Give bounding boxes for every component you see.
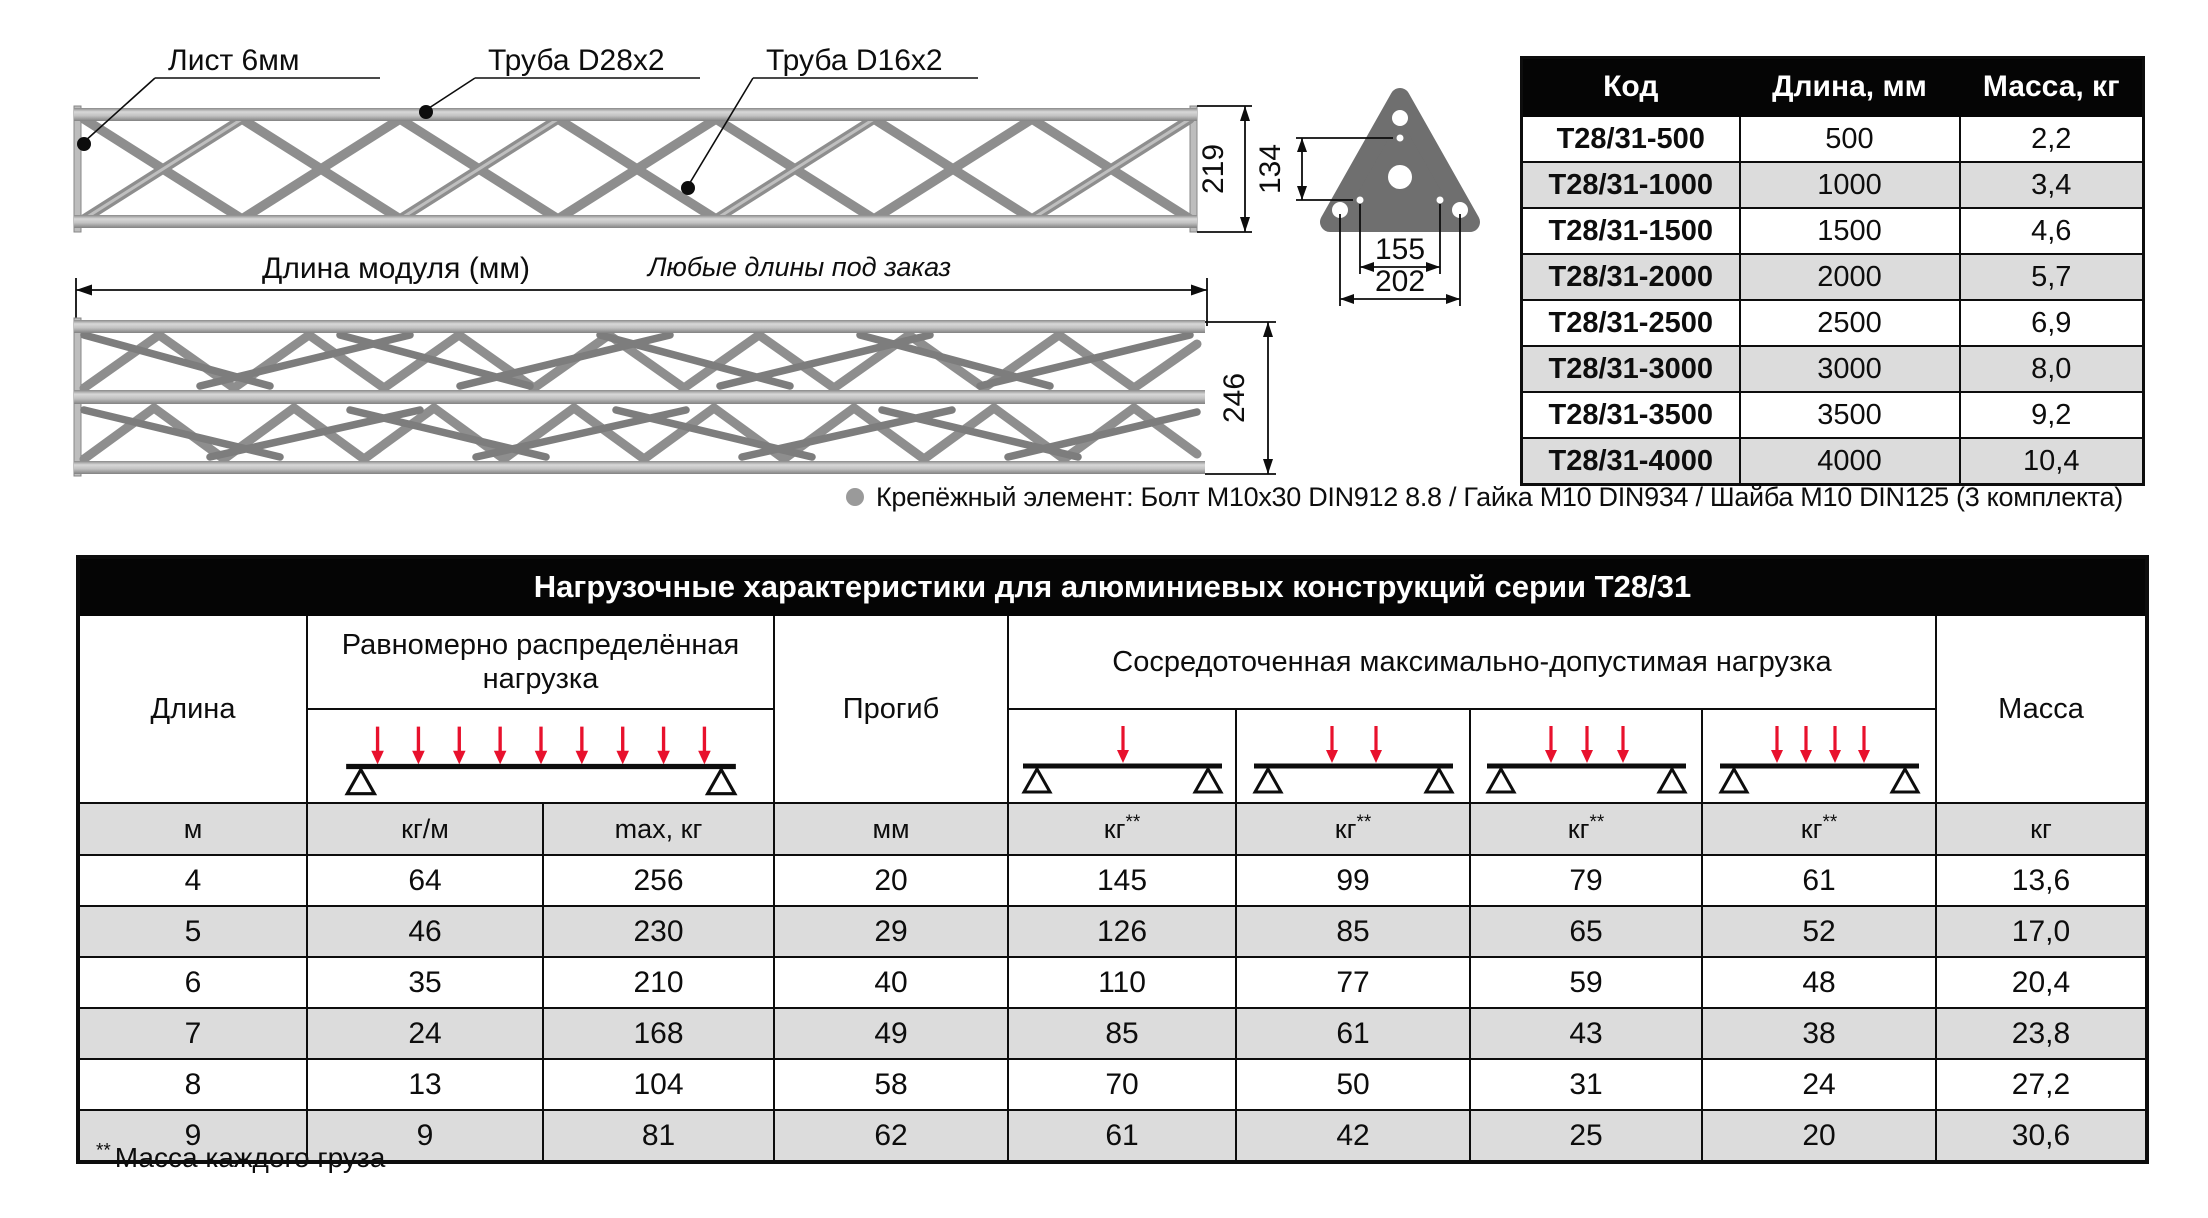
length-cell: 6 (78, 957, 307, 1008)
unit-cell: м (78, 803, 307, 855)
load-characteristics-table (76, 555, 2149, 1164)
point-load-3-diagram-cell (1470, 709, 1702, 803)
table-row (78, 1008, 2147, 1059)
mass-cell: 23,8 (1936, 1008, 2147, 1059)
truss-top-lattice (74, 318, 1205, 476)
point4-cell: 52 (1702, 906, 1936, 957)
uniform-load-diagram (331, 712, 751, 800)
footnote-text: Масса каждого груза (114, 1142, 386, 1173)
table-row (78, 1110, 2147, 1162)
point3-cell: 25 (1470, 1110, 1702, 1162)
leader-dot-icon (77, 137, 91, 151)
dimension-module-length (76, 278, 1207, 326)
unit-cell: мм (774, 803, 1008, 855)
uniform-load-diagram-cell (307, 709, 774, 803)
dist-max-cell: 168 (543, 1008, 774, 1059)
length-cell: 9 (78, 1110, 307, 1162)
deflection-cell: 20 (774, 855, 1008, 906)
load-header-row (78, 615, 2147, 709)
mass-cell: 8,0 (1960, 346, 2144, 392)
length-cell: 3000 (1740, 346, 1960, 392)
code-cell: T28/31-2000 (1522, 254, 1740, 300)
callout-sheet (77, 44, 380, 151)
point2-cell: 61 (1236, 1008, 1470, 1059)
truss-side-lattice (74, 106, 1197, 232)
length-cell: 4 (78, 855, 307, 906)
point1-cell: 70 (1008, 1059, 1236, 1110)
codes-header-code: Код (1522, 58, 1740, 117)
mass-cell: 6,9 (1960, 300, 2144, 346)
point2-cell: 77 (1236, 957, 1470, 1008)
dim-202-value: 202 (1374, 265, 1426, 298)
point3-cell: 43 (1470, 1008, 1702, 1059)
mass-cell: 5,7 (1960, 254, 2144, 300)
dist-kgm-cell: 24 (307, 1008, 543, 1059)
point1-cell: 126 (1008, 906, 1236, 957)
point-load-1-diagram-cell (1008, 709, 1236, 803)
mass-cell: 2,2 (1960, 116, 2144, 162)
product-codes-table (1520, 56, 2145, 486)
mass-cell: 4,6 (1960, 208, 2144, 254)
mass-cell: 10,4 (1960, 438, 2144, 485)
footnote-marker: ** (96, 1140, 111, 1162)
dist-kgm-cell: 13 (307, 1059, 543, 1110)
fastener-note-text: Крепёжный элемент: Болт M10x30 DIN912 8.8 / Гайка M10 DIN934 / Шайба M10 DIN125 (3 комплекта) (876, 482, 2123, 512)
deflection-cell: 29 (774, 906, 1008, 957)
truss-top-view-drawing (40, 240, 1310, 490)
bullet-icon (846, 488, 864, 506)
point2-cell: 85 (1236, 906, 1470, 957)
table-row (78, 855, 2147, 906)
point4-cell: 61 (1702, 855, 1936, 906)
length-cell: 1000 (1740, 162, 1960, 208)
dist-max-cell: 104 (543, 1059, 774, 1110)
deflection-cell: 62 (774, 1110, 1008, 1162)
point4-cell: 24 (1702, 1059, 1936, 1110)
leader-dot-icon (681, 181, 695, 195)
dim-246-value: 246 (1218, 372, 1251, 424)
dist-max-cell: 81 (543, 1110, 774, 1162)
point1-cell: 110 (1008, 957, 1236, 1008)
dist-kgm-cell: 9 (307, 1110, 543, 1162)
table-row (1522, 254, 2144, 300)
dim-134-value: 134 (1254, 143, 1287, 195)
point-load-4-diagram-cell (1702, 709, 1936, 803)
point4-cell: 48 (1702, 957, 1936, 1008)
custom-length-note: Любые длины под заказ (648, 252, 952, 282)
header-length: Длина (78, 615, 307, 803)
unit-cell: кг/м (307, 803, 543, 855)
length-cell: 7 (78, 1008, 307, 1059)
mass-cell: 9,2 (1960, 392, 2144, 438)
length-cell: 2000 (1740, 254, 1960, 300)
point2-cell: 42 (1236, 1110, 1470, 1162)
code-cell: T28/31-3500 (1522, 392, 1740, 438)
mass-cell: 3,4 (1960, 162, 2144, 208)
point2-cell: 99 (1236, 855, 1470, 906)
point-load-4-diagram (1712, 712, 1927, 800)
table-row (1522, 300, 2144, 346)
mass-cell: 27,2 (1936, 1059, 2147, 1110)
code-cell: T28/31-1500 (1522, 208, 1740, 254)
dist-kgm-cell: 46 (307, 906, 543, 957)
dist-max-cell: 230 (543, 906, 774, 957)
header-mass: Масса (1936, 615, 2147, 803)
length-cell: 4000 (1740, 438, 1960, 485)
point-load-2-diagram-cell (1236, 709, 1470, 803)
sheet-label: Лист 6мм (168, 44, 300, 77)
point4-cell: 38 (1702, 1008, 1936, 1059)
point3-cell: 31 (1470, 1059, 1702, 1110)
footnote (96, 1142, 385, 1174)
point1-cell: 145 (1008, 855, 1236, 906)
point-load-1-diagram (1015, 712, 1230, 800)
unit-cell: max, кг (543, 803, 774, 855)
unit-cell: кг** (1470, 803, 1702, 855)
deflection-cell: 58 (774, 1059, 1008, 1110)
table-row (78, 906, 2147, 957)
table-row (78, 1059, 2147, 1110)
header-concentrated: Сосредоточенная максимально-допустимая нагрузка (1008, 615, 1936, 709)
dimension-219 (1197, 106, 1252, 232)
truss-side-view-drawing (40, 22, 1310, 252)
deflection-cell: 40 (774, 957, 1008, 1008)
code-cell: T28/31-1000 (1522, 162, 1740, 208)
mass-cell: 20,4 (1936, 957, 2147, 1008)
dist-kgm-cell: 64 (307, 855, 543, 906)
code-cell: T28/31-500 (1522, 116, 1740, 162)
module-length-label: Длина модуля (мм) (262, 252, 530, 285)
point2-cell: 50 (1236, 1059, 1470, 1110)
unit-cell: кг** (1702, 803, 1936, 855)
table-row (1522, 208, 2144, 254)
dist-kgm-cell: 35 (307, 957, 543, 1008)
deflection-cell: 49 (774, 1008, 1008, 1059)
point-load-2-diagram (1246, 712, 1461, 800)
leader-dot-icon (419, 105, 433, 119)
dist-max-cell: 256 (543, 855, 774, 906)
table-row (1522, 392, 2144, 438)
load-table-title: Нагрузочные характеристики для алюминиевых конструкций серии T28/31 (78, 557, 2147, 615)
point3-cell: 59 (1470, 957, 1702, 1008)
mass-cell: 30,6 (1936, 1110, 2147, 1162)
load-units-row (78, 803, 2147, 855)
length-cell: 3500 (1740, 392, 1960, 438)
dimension-246 (1205, 322, 1276, 474)
point3-cell: 79 (1470, 855, 1702, 906)
callout-chord-tube (419, 44, 700, 119)
header-deflection: Прогиб (774, 615, 1008, 803)
mass-cell: 13,6 (1936, 855, 2147, 906)
length-cell: 5 (78, 906, 307, 957)
dist-max-cell: 210 (543, 957, 774, 1008)
fastener-note (846, 480, 2176, 514)
table-row (1522, 438, 2144, 485)
point4-cell: 20 (1702, 1110, 1936, 1162)
codes-header-length: Длина, мм (1740, 58, 1960, 117)
length-cell: 8 (78, 1059, 307, 1110)
point1-cell: 61 (1008, 1110, 1236, 1162)
table-row (1522, 162, 2144, 208)
codes-header-row (1522, 58, 2144, 117)
header-distributed: Равномерно распределённая нагрузка (307, 615, 774, 709)
load-title-row (78, 557, 2147, 615)
dim-219-value: 219 (1197, 143, 1230, 195)
mass-cell: 17,0 (1936, 906, 2147, 957)
length-cell: 1500 (1740, 208, 1960, 254)
codes-header-mass: Масса, кг (1960, 58, 2144, 117)
unit-cell: кг** (1236, 803, 1470, 855)
table-row (1522, 116, 2144, 162)
length-cell: 500 (1740, 116, 1960, 162)
point-load-3-diagram (1479, 712, 1694, 800)
dim-155-value: 155 (1374, 233, 1426, 266)
unit-cell: кг (1936, 803, 2147, 855)
chord-tube-label: Труба D28x2 (488, 44, 665, 77)
length-cell: 2500 (1740, 300, 1960, 346)
brace-tube-label: Труба D16x2 (766, 44, 943, 77)
code-cell: T28/31-3000 (1522, 346, 1740, 392)
table-row (78, 957, 2147, 1008)
point3-cell: 65 (1470, 906, 1702, 957)
unit-cell: кг** (1008, 803, 1236, 855)
table-row (1522, 346, 2144, 392)
load-diagram-row (78, 709, 2147, 803)
code-cell: T28/31-2500 (1522, 300, 1740, 346)
code-cell: T28/31-4000 (1522, 438, 1740, 485)
point1-cell: 85 (1008, 1008, 1236, 1059)
